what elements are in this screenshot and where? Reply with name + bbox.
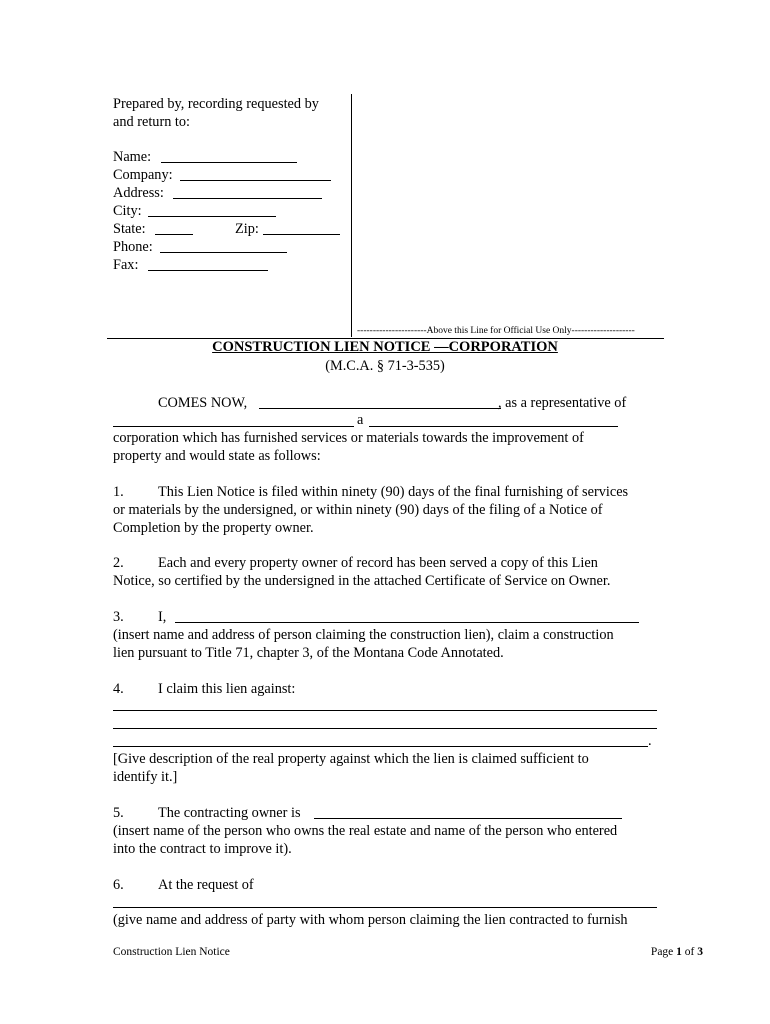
item1-line2: or materials by the undersigned, or within ninety (90) days of the filing of a Notice of xyxy=(113,502,603,518)
fax-label: Fax: xyxy=(113,257,139,273)
phone-label: Phone: xyxy=(113,239,153,255)
item4-line1: I claim this lien against: xyxy=(158,681,296,697)
item3-line3: lien pursuant to Title 71, chapter 3, of the Montana Code Annotated. xyxy=(113,645,504,661)
page-prefix: Page xyxy=(650,946,677,958)
item1-line1: This Lien Notice is filed within ninety (90) days of the final furnishing of services xyxy=(158,484,629,500)
item1-line3: Completion by the property owner. xyxy=(113,520,314,536)
property-description-field-1[interactable] xyxy=(113,710,657,711)
name-field[interactable] xyxy=(161,162,297,163)
state-field[interactable] xyxy=(155,234,193,235)
footer-title: Construction Lien Notice xyxy=(113,946,230,958)
corporation-name-field[interactable] xyxy=(113,426,354,427)
comes-now-label: COMES NOW, xyxy=(158,395,248,411)
item5-line1: The contracting owner is xyxy=(158,805,301,821)
item1-number: 1. xyxy=(113,484,124,500)
corporation-state-field[interactable] xyxy=(369,426,618,427)
page-indicator xyxy=(651,946,703,958)
intro-line3: corporation which has furnished services or materials towards the improvement of xyxy=(113,430,584,446)
requesting-party-field[interactable] xyxy=(113,907,657,908)
property-description-field-2[interactable] xyxy=(113,728,657,729)
item3-i: I, xyxy=(158,609,167,625)
address-field[interactable] xyxy=(173,198,322,199)
item5-line2: (insert name of the person who owns the real estate and name of the person who entered xyxy=(113,823,618,839)
item6-line2: (give name and address of party with whom person claiming the lien contracted to furnish xyxy=(113,912,628,928)
zip-label: Zip: xyxy=(235,221,259,237)
representative-name-field[interactable] xyxy=(259,408,501,409)
item4-period: . xyxy=(648,733,652,749)
address-label: Address: xyxy=(113,185,164,201)
city-label: City: xyxy=(113,203,142,219)
item4-desc1: [Give description of the real property against which the lien is claimed sufficient to xyxy=(113,751,589,767)
company-label: Company: xyxy=(113,167,173,183)
name-label: Name: xyxy=(113,149,152,165)
a-text: a xyxy=(357,412,364,428)
header-divider xyxy=(351,94,352,337)
prepared-by-line1: Prepared by, recording requested by xyxy=(113,96,319,112)
statute-citation: (M.C.A. § 71-3-535) xyxy=(325,358,445,374)
prepared-by-line2: and return to: xyxy=(113,114,191,130)
item4-number: 4. xyxy=(113,681,124,697)
fax-field[interactable] xyxy=(148,270,268,271)
zip-field[interactable] xyxy=(263,234,340,235)
contracting-owner-field[interactable] xyxy=(314,818,622,819)
item4-desc2: identify it.] xyxy=(113,769,178,785)
item5-line3: into the contract to improve it). xyxy=(113,841,292,857)
official-use-line: ----------------------Above this Line for Official Use Only-------------------- xyxy=(357,326,635,336)
intro-line4: property and would state as follows: xyxy=(113,448,321,464)
page-number: 1 xyxy=(676,946,682,958)
item3-line2: (insert name and address of person claiming the construction lien), claim a construction xyxy=(113,627,614,643)
page-of: of xyxy=(681,946,698,958)
phone-field[interactable] xyxy=(160,252,287,253)
as-representative-text: , as a representative of xyxy=(498,395,627,411)
document-title: CONSTRUCTION LIEN NOTICE —CORPORATION xyxy=(212,339,558,355)
page-total: 3 xyxy=(697,946,703,958)
item2-line1: Each and every property owner of record has been served a copy of this Lien xyxy=(158,555,598,571)
item6-number: 6. xyxy=(113,877,124,893)
company-field[interactable] xyxy=(180,180,331,181)
item5-number: 5. xyxy=(113,805,124,821)
city-field[interactable] xyxy=(148,216,276,217)
property-description-field-3[interactable] xyxy=(113,746,648,747)
item6-line1: At the request of xyxy=(158,877,254,893)
item3-number: 3. xyxy=(113,609,124,625)
claimant-field[interactable] xyxy=(175,622,639,623)
state-label: State: xyxy=(113,221,146,237)
item2-number: 2. xyxy=(113,555,124,571)
item2-line2: Notice, so certified by the undersigned in the attached Certificate of Service on Owner. xyxy=(113,573,611,589)
